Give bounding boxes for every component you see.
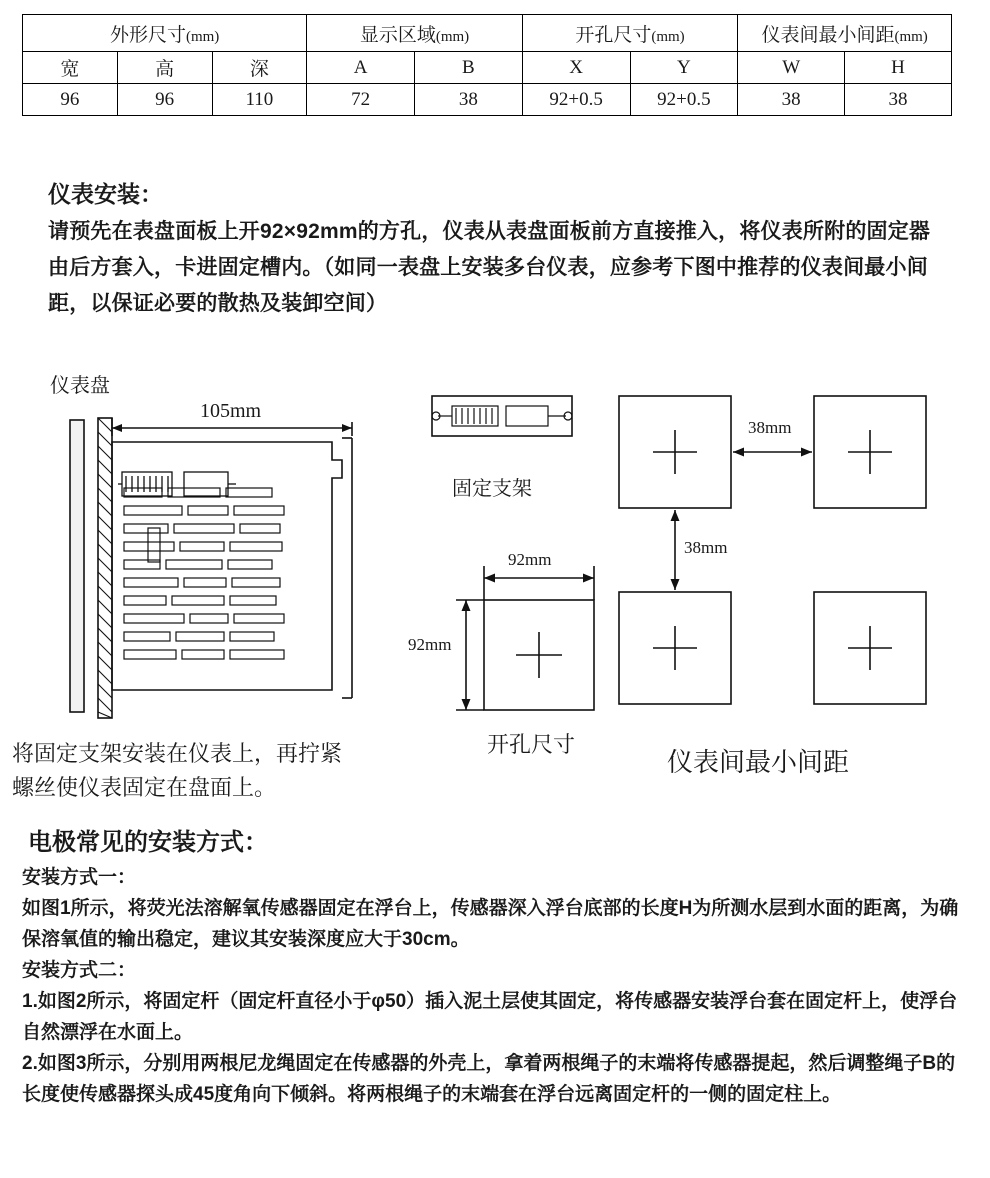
bracket-label: 固定支架 — [452, 478, 532, 500]
cutout-height-label: 92mm — [408, 635, 452, 654]
spacing-caption: 仪表间最小间距 — [667, 748, 850, 777]
table-row-group-headers — [23, 15, 952, 52]
value-cell: 72 — [307, 84, 415, 116]
subheader-cell: W — [738, 52, 845, 84]
electrode-paragraph: 1.如图2所示，将固定杆（固定杆直径小于φ50）插入泥土层使其固定，将传感器安装浮台套在固定杆上，使浮台自然漂浮在水面上。 — [22, 991, 958, 1043]
panel-label: 仪表盘 — [50, 375, 110, 397]
group-label: 仪表间最小间距 — [761, 24, 895, 46]
installation-section-title: 仪表安装： — [48, 181, 163, 207]
table-row-values — [23, 84, 952, 116]
value-cell: 38 — [845, 84, 952, 116]
electrode-paragraph: 安装方式二： — [22, 960, 137, 981]
group-unit: (mm) — [185, 28, 220, 45]
electrode-section-body — [22, 862, 970, 1110]
cutout-width-label: 92mm — [508, 550, 552, 569]
spacing-horizontal-label: 38mm — [748, 418, 792, 437]
electrode-paragraph: 2.如图3所示，分别用两根尼龙绳固定在传感器的外壳上，拿着两根绳子的末端将传感器提起，然后调整绳子B的长度使传感器探头成45度角向下倾斜。将两根绳子的末端套在浮台远离固定杆的一侧的固定柱上。 — [22, 1053, 956, 1105]
installation-section-body: 请预先在表盘面板上开92×92mm的方孔，仪表从表盘面板前方直接推入，将仪表所附的固定器由后方套入，卡进固定槽内。（如同一表盘上安装多台仪表，应参考下图中推荐的仪表间最小间距，以保证必要的散热及装卸空间） — [48, 220, 931, 315]
group-header-cell — [522, 15, 738, 52]
panel-mounting-caption — [12, 737, 342, 805]
value-cell: 38 — [415, 84, 523, 116]
group-header-cell — [738, 15, 952, 52]
spec-table-container — [22, 14, 952, 116]
group-header-cell — [23, 15, 307, 52]
group-label: 显示区域 — [359, 24, 436, 46]
spacing-vertical-label: 38mm — [684, 538, 728, 557]
value-cell: 92+0.5 — [630, 84, 738, 116]
electrode-paragraph: 如图1所示，将荧光法溶解氧传感器固定在浮台上，传感器深入浮台底部的长度H为所测水层到水面的距离，为确保溶氧值的输出稳定，建议其安装深度应大于30cm。 — [22, 898, 959, 950]
group-label: 外形尺寸 — [109, 24, 186, 46]
group-unit: (mm) — [894, 28, 928, 45]
value-cell: 38 — [738, 84, 845, 116]
subheader-cell: 高 — [117, 52, 212, 84]
subheader-cell: H — [845, 52, 952, 84]
electrode-paragraph: 安装方式一： — [22, 867, 137, 888]
group-unit: (mm) — [435, 28, 470, 45]
cutout-caption: 开孔尺寸 — [487, 732, 576, 757]
subheader-cell: 深 — [212, 52, 307, 84]
table-row-subheaders — [23, 52, 952, 84]
subheader-cell: Y — [630, 52, 738, 84]
subheader-cell: A — [307, 52, 415, 84]
value-cell: 92+0.5 — [522, 84, 630, 116]
electrode-section-title: 电极常见的安装方式： — [28, 829, 268, 856]
spec-table — [22, 14, 952, 116]
group-unit: (mm) — [651, 28, 685, 45]
panel-caption-line-2: 螺丝使仪表固定在盘面上。 — [12, 775, 277, 800]
value-cell: 96 — [117, 84, 212, 116]
value-cell: 110 — [212, 84, 307, 116]
subheader-cell: B — [415, 52, 523, 84]
panel-caption-line-1: 将固定支架安装在仪表上，再拧紧 — [12, 741, 343, 766]
subheader-cell: 宽 — [23, 52, 118, 84]
subheader-cell: X — [522, 52, 630, 84]
value-cell: 96 — [23, 84, 118, 116]
group-label: 开孔尺寸 — [575, 24, 652, 46]
group-header-cell — [307, 15, 523, 52]
depth-dimension-label: 105mm — [200, 400, 262, 422]
